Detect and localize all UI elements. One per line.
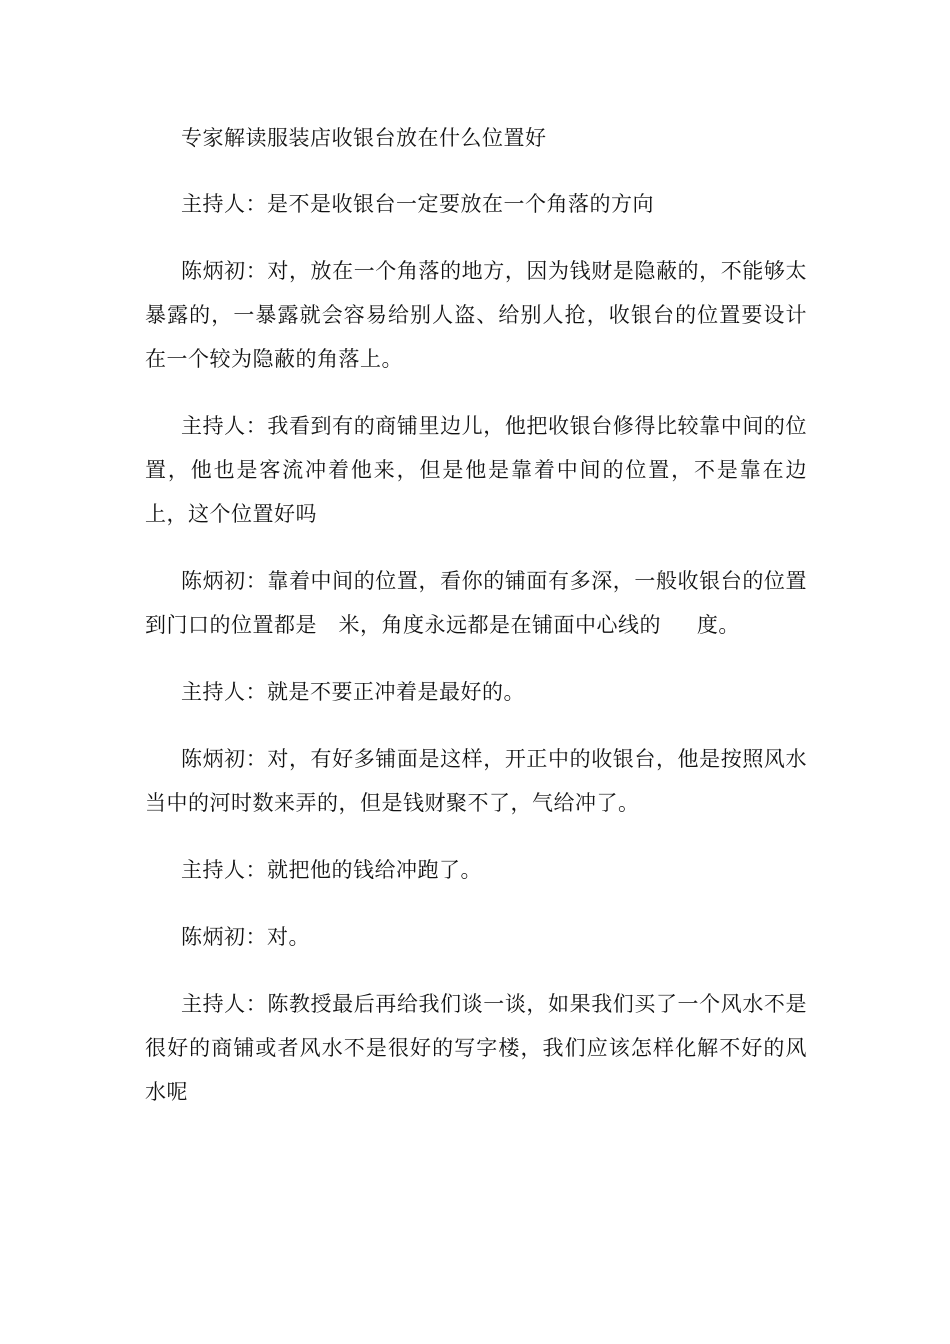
- document-body: [145, 116, 807, 1137]
- paragraph-6: 陈炳初：对，有好多铺面是这样，开正中的收银台，他是按照风水当中的河时数来弄的，但是钱财聚不了，气给冲了。: [145, 747, 807, 815]
- paragraph-5: 主持人：就是不要正冲着是最好的。: [181, 680, 525, 704]
- paragraph-9: 主持人：陈教授最后再给我们谈一谈，如果我们买了一个风水不是很好的商铺或者风水不是很好的写字楼，我们应该怎样化解不好的风水呢: [145, 992, 807, 1104]
- paragraph-1: 主持人：是不是收银台一定要放在一个角落的方向: [181, 192, 654, 216]
- paragraph-3: 主持人：我看到有的商铺里边儿，他把收银台修得比较靠中间的位置，他也是客流冲着他来，但是他是靠着中间的位置，不是靠在边上，这个位置好吗: [145, 414, 807, 526]
- paragraph-2: 陈炳初：对，放在一个角落的地方，因为钱财是隐蔽的，不能够太暴露的，一暴露就会容易给别人盗、给别人抢，收银台的位置要设计在一个较为隐蔽的角落上。: [145, 259, 807, 371]
- paragraph-7: 主持人：就把他的钱给冲跑了。: [181, 858, 482, 882]
- document-title: 专家解读服装店收银台放在什么位置好: [181, 126, 547, 150]
- paragraph-8: 陈炳初：对。: [181, 925, 310, 949]
- paragraph-4: 陈炳初：靠着中间的位置，看你的铺面有多深，一般收银台的位置到门口的位置都是 米，角度永远都是在铺面中心线的 度。: [145, 569, 807, 637]
